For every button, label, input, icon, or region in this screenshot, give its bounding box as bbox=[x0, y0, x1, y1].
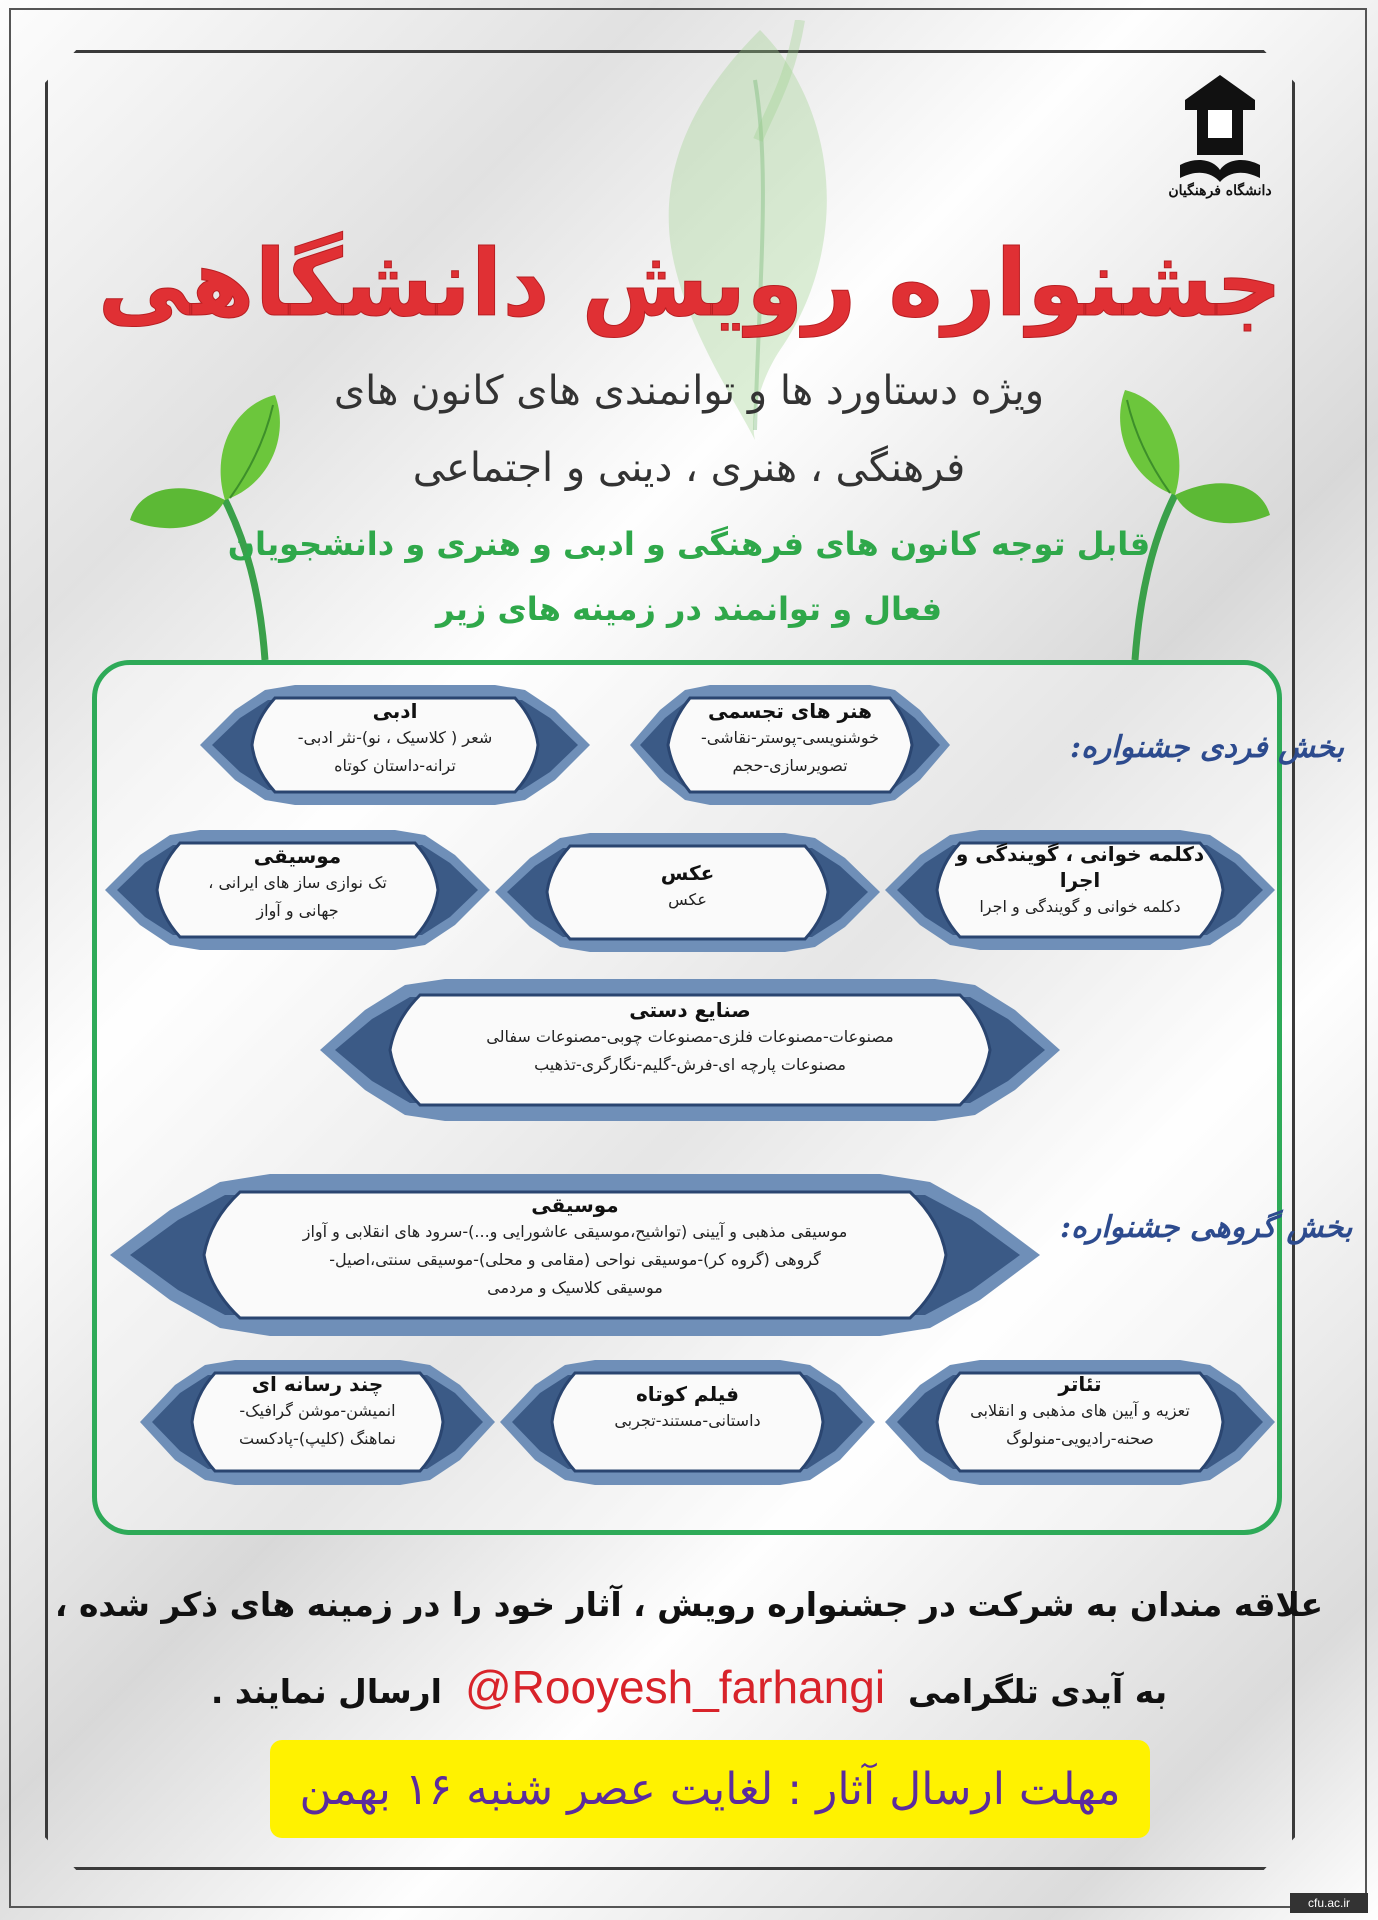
footer-line-2-start: به آیدی تلگرامی bbox=[908, 1672, 1168, 1711]
card-recitation bbox=[885, 825, 1275, 955]
card-line: داستانی-مستند-تجربی bbox=[614, 1411, 761, 1430]
card-line: شعر ( کلاسیک ، نو)-نثر ادبی- bbox=[297, 728, 493, 747]
card-photo bbox=[495, 830, 880, 955]
card-line: عکس bbox=[668, 890, 707, 909]
group-section-label: بخش گروهی جشنواره: bbox=[1060, 1210, 1353, 1245]
card-title: دکلمه خوانی ، گویندگی و اجرا bbox=[955, 842, 1205, 892]
card-theater bbox=[885, 1355, 1275, 1490]
footer-line-2-end: ارسال نمایند . bbox=[210, 1672, 442, 1711]
card-title: هنر های تجسمی bbox=[707, 699, 873, 723]
card-title: چند رسانه ای bbox=[251, 1372, 384, 1396]
audience-line-1: قابل توجه کانون های فرهنگی و ادبی و هنری و دانشجویان bbox=[227, 525, 1151, 563]
card-title: موسیقی bbox=[531, 1193, 619, 1217]
card-music-individual bbox=[105, 825, 490, 955]
card-literary bbox=[200, 680, 590, 810]
card-line: ترانه-داستان کوتاه bbox=[334, 756, 456, 775]
card-line: انمیشن-موشن گرافیک- bbox=[239, 1401, 396, 1420]
individual-section-label: بخش فردی جشنواره: bbox=[1070, 730, 1345, 765]
card-short-film bbox=[500, 1355, 875, 1490]
card-line: مصنوعات پارچه ای-فرش-گلیم-نگارگری-تذهیب bbox=[534, 1055, 846, 1074]
card-visual-arts bbox=[630, 680, 950, 810]
audience-line-2: فعال و توانمند در زمینه های زیر bbox=[435, 590, 943, 628]
card-line: دکلمه خوانی و گویندگی و اجرا bbox=[979, 897, 1181, 916]
festival-title: جشنواره رویش دانشگاهی bbox=[97, 230, 1283, 337]
card-line: مصنوعات-مصنوعات فلزی-مصنوعات چوبی-مصنوعات سفالی bbox=[486, 1027, 894, 1046]
card-music-group bbox=[110, 1170, 1040, 1340]
card-line: موسیقی کلاسیک و مردمی bbox=[487, 1278, 663, 1297]
card-line: تصویرسازی-حجم bbox=[732, 756, 848, 775]
subtitle-line-1: ویژه دستاورد ها و توانمندی های کانون های bbox=[333, 368, 1045, 414]
card-line: خوشنویسی-پوستر-نقاشی- bbox=[701, 728, 879, 747]
deadline-text: مهلت ارسال آثار : لغایت عصر شنبه ۱۶ بهمن bbox=[299, 1763, 1121, 1815]
card-handicrafts bbox=[320, 975, 1060, 1125]
footer-line-1: علاقه مندان به شرکت در جشنواره رویش ، آثار خود را در زمینه های ذکر شده ، bbox=[54, 1585, 1324, 1624]
subtitle-line-2: فرهنگی ، هنری ، دینی و اجتماعی bbox=[412, 445, 966, 491]
card-line: گروهی (گروه کر)-موسیقی نواحی (مقامی و محلی)-موسیقی سنتی،اصیل- bbox=[329, 1250, 821, 1269]
card-title: تئاتر bbox=[1058, 1372, 1102, 1396]
card-title: عکس bbox=[660, 861, 715, 885]
card-line: تک نوازی ساز های ایرانی ، bbox=[208, 873, 387, 892]
telegram-handle-link[interactable]: @Rooyesh_farhangi bbox=[464, 1661, 886, 1713]
site-watermark: cfu.ac.ir bbox=[1290, 1893, 1368, 1913]
card-line: صحنه-رادیویی-منولوگ bbox=[1006, 1429, 1154, 1448]
card-line: موسیقی مذهبی و آیینی (تواشیح،موسیقی عاشورایی و...)-سرود های انقلابی و آواز bbox=[302, 1222, 848, 1241]
card-multimedia bbox=[140, 1355, 495, 1490]
deadline-banner bbox=[270, 1740, 1150, 1838]
card-title: فیلم کوتاه bbox=[635, 1382, 740, 1406]
card-title: صنایع دستی bbox=[629, 998, 751, 1022]
card-title: ادبی bbox=[372, 699, 418, 723]
card-line: جهانی و آواز bbox=[256, 901, 339, 920]
footer-line-2 bbox=[0, 1660, 1378, 1714]
card-line: تعزیه و آیین های مذهبی و انقلابی bbox=[970, 1401, 1190, 1420]
card-title: موسیقی bbox=[253, 844, 342, 868]
card-line: نماهنگ (کلیپ)-پادکست bbox=[238, 1429, 396, 1448]
logo-caption: دانشگاه فرهنگیان bbox=[1168, 183, 1272, 199]
